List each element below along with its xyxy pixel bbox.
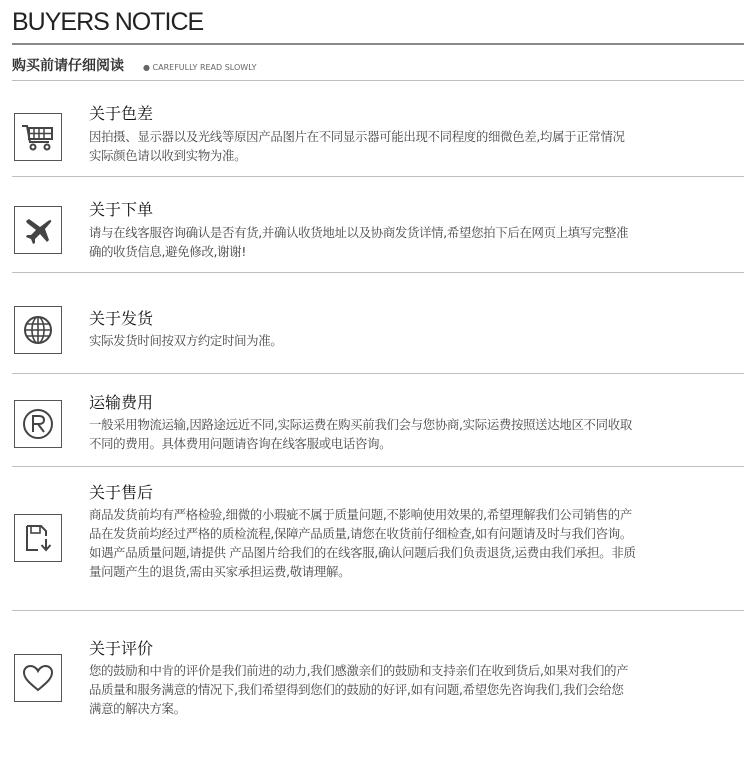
section-body: 一般采用物流运输,因路途远近不同,实际运费在购买前我们会与您协商,实际运费按照送达地区不同收取 不同的费用。具体费用问题请咨询在线客服或电话咨询。 bbox=[89, 417, 632, 451]
subtitle-en bbox=[143, 63, 256, 72]
section-divider bbox=[12, 373, 744, 374]
section-title: 关于色差 bbox=[89, 104, 154, 123]
section-title: 关于发货 bbox=[89, 309, 154, 328]
header-rule bbox=[12, 43, 744, 45]
section-title: 关于售后 bbox=[89, 483, 154, 502]
subtitle-en-text: CAREFULLY READ SLOWLY bbox=[152, 63, 257, 72]
section-body: 您的鼓励和中肯的评价是我们前进的动力,我们感激亲们的鼓励和支持亲们在收到货后,如果对我们的产 品质量和服务满意的情况下,我们希望得到您们的鼓励的好评,如有问题,希望您先咨询我们,我们会给您 满意的解决方案。 bbox=[89, 663, 629, 716]
section-divider bbox=[12, 272, 744, 273]
registered-icon bbox=[14, 400, 62, 448]
section-body: 商品发货前均有严格检验,细微的小瑕疵不属于质量问题,不影响使用效果的,希望理解我们公司销售的产 品在发货前均经过严格的质检流程,保障产品质量,请您在收货前仔细检查,如有问题请及时与我们咨询。 如遇产品质量问题,请提供 产品图片给我们的在线客服,确认问题后我们负责退货,运费由我们承担。非质 量问题产生的退货,需由买家承担运费,敬请理解。 bbox=[89, 507, 636, 579]
section-divider bbox=[12, 466, 744, 467]
heart-icon bbox=[14, 654, 62, 702]
section-divider bbox=[12, 610, 744, 611]
airplane-icon bbox=[14, 206, 62, 254]
section-body: 实际发货时间按双方约定时间为准。 bbox=[89, 333, 283, 348]
section-divider bbox=[12, 176, 744, 177]
section-title: 关于下单 bbox=[89, 200, 154, 219]
section-title: 关于评价 bbox=[89, 639, 154, 658]
bullet-dot: ● bbox=[143, 63, 153, 72]
globe-icon bbox=[14, 306, 62, 354]
return-box-icon bbox=[14, 514, 62, 562]
subtitle-rule bbox=[12, 80, 744, 81]
section-title: 运输费用 bbox=[89, 393, 154, 412]
section-body: 因拍摄、显示器以及光线等原因产品图片在不同显示器可能出现不同程度的细微色差,均属于正常情况 实际颜色请以收到实物为准。 bbox=[89, 129, 625, 163]
shopping-cart-icon bbox=[14, 113, 62, 161]
subtitle: 购买前请仔细阅读 bbox=[12, 58, 124, 74]
section-body: 请与在线客服咨询确认是否有货,并确认收货地址以及协商发货详情,希望您拍下后在网页上填写完整准 确的收货信息,避免修改,谢谢! bbox=[89, 225, 629, 259]
header-title: BUYERS NOTICE bbox=[12, 8, 204, 36]
